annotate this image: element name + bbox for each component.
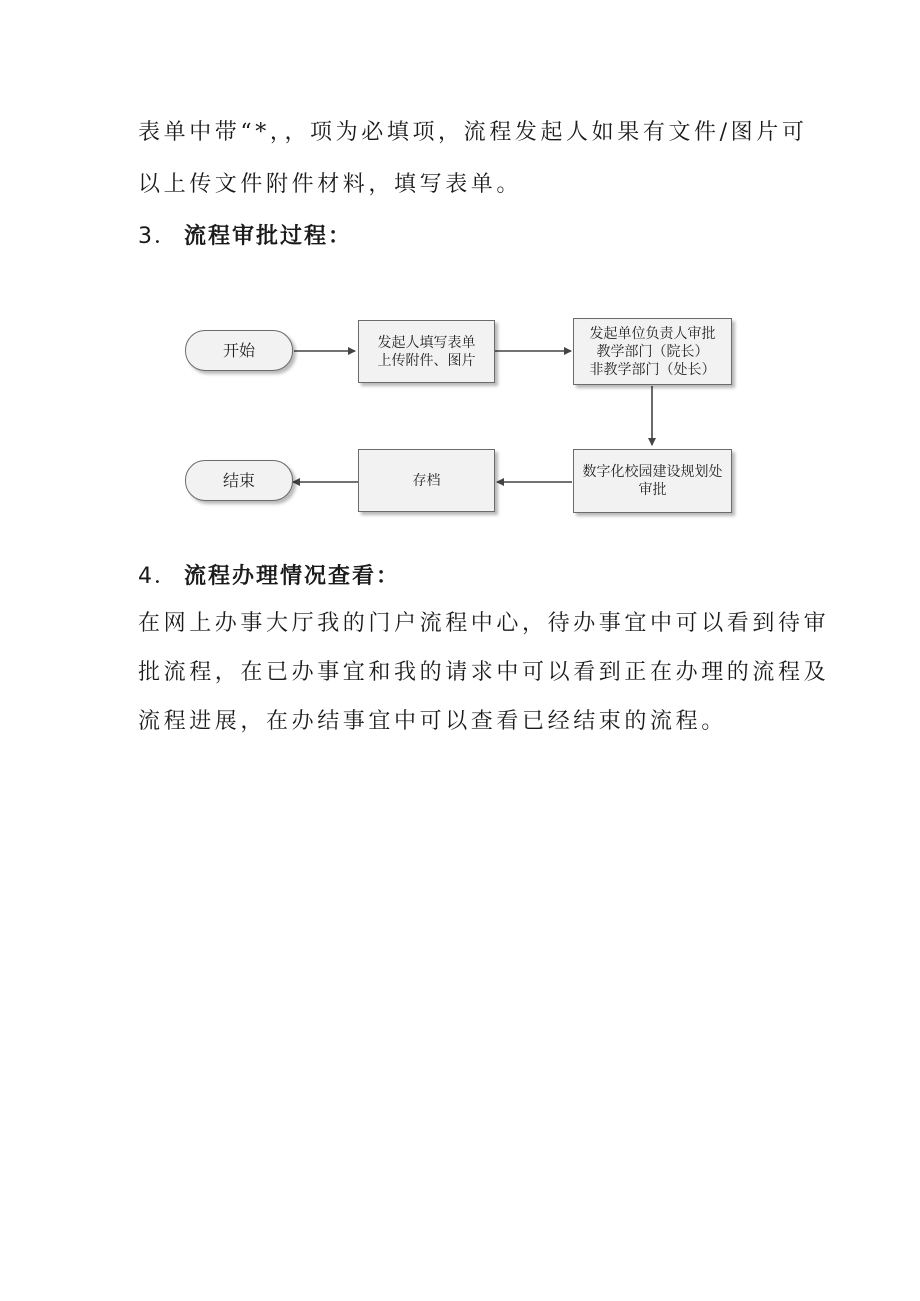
section-3-heading xyxy=(138,222,352,252)
fill-form-line-2: 上传附件、图片 xyxy=(377,352,476,369)
flow-node-unit-approval xyxy=(573,318,732,385)
flow-node-end: 结束 xyxy=(185,460,293,501)
section-3-title: 流程审批过程： xyxy=(184,224,353,249)
fill-form-line-1: 发起人填写表单 xyxy=(377,334,476,351)
digital-campus-line-1: 数字化校园建设规划处 xyxy=(582,464,723,480)
flow-node-digital-campus xyxy=(573,449,732,513)
unit-approval-line-1: 发起单位负责人审批 xyxy=(589,325,716,342)
intro-line-1: 表单中带“*，，项为必填项，流程发起人如果有文件/图片可 xyxy=(138,120,808,145)
flow-node-archive: 存档 xyxy=(358,449,495,512)
section-4-heading xyxy=(138,562,400,592)
section-4-body-line-1: 在网上办事大厅我的门户流程中心，待办事宜中可以看到待审 xyxy=(138,611,830,636)
section-4-body-line-3: 流程进展，在办结事宜中可以查看已经结束的流程。 xyxy=(138,709,727,734)
section-4-title: 流程办理情况查看： xyxy=(184,564,401,589)
section-4-number: 4． xyxy=(138,564,178,589)
section-3-number: 3． xyxy=(138,224,178,249)
intro-line-2: 以上传文件附件材料，填写表单。 xyxy=(138,172,523,197)
flow-node-start: 开始 xyxy=(185,330,293,371)
unit-approval-line-2: 教学部门（院长） xyxy=(596,343,709,360)
digital-campus-line-2: 审批 xyxy=(638,482,667,498)
section-4-body-line-2: 批流程，在已办事宜和我的请求中可以看到正在办理的流程及 xyxy=(138,660,830,685)
flow-node-fill-form xyxy=(358,320,495,383)
unit-approval-line-3: 非教学部门（处长） xyxy=(589,361,716,378)
